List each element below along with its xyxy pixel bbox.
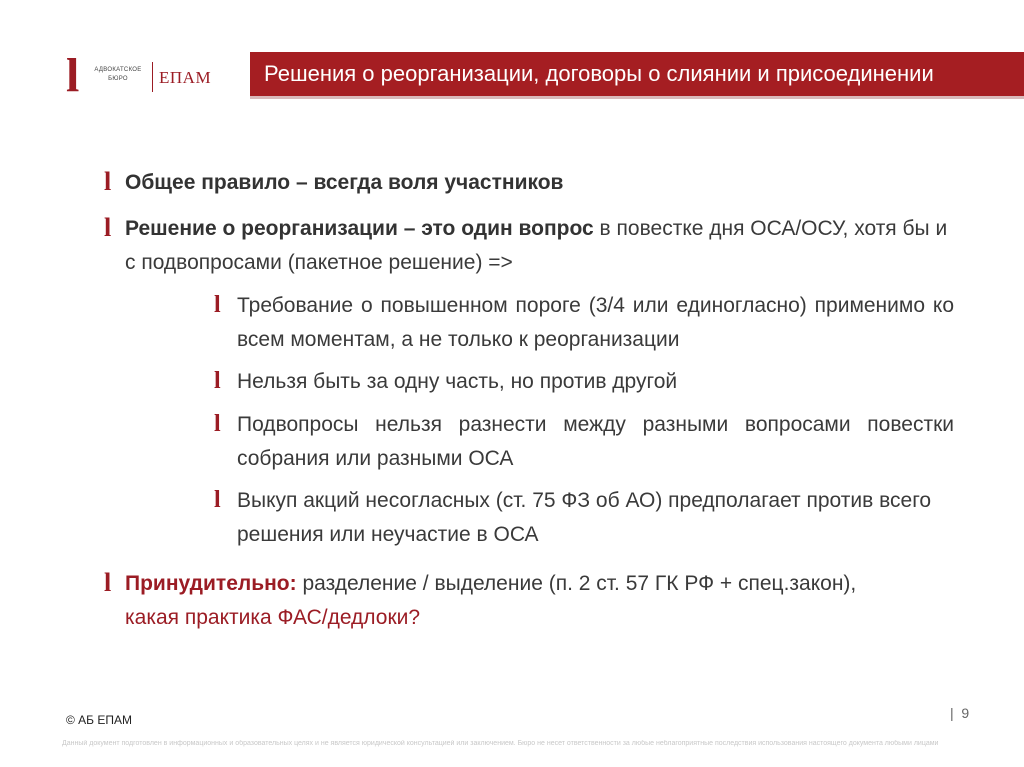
sub-list-item: Нельзя быть за одну часть, но против другой: [237, 370, 678, 393]
bullet-icon: l: [214, 368, 221, 394]
logo-caption: АДВОКАТСКОЕ БЮРО: [94, 67, 142, 82]
list-item: Решение о реорганизации – это один вопрос в повестке дня ОСА/ОСУ, хотя бы и с подвопросами (пакетное решение) =>: [125, 217, 948, 274]
bullet-icon: l: [104, 213, 112, 242]
logo-name: ЕПАМ: [159, 68, 212, 87]
list-item: Принудительно: разделение / выделение (п. 2 ст. 57 ГК РФ + спец.закон), какая практика ФАС/дедлоки?: [125, 572, 857, 629]
page-number-value: 9: [961, 705, 970, 721]
list-item: Общее правило – всегда воля участников: [125, 171, 564, 194]
sub-list-item: Подвопросы нельзя разнести между разными вопросами повестки собрания или разными ОСА: [237, 413, 954, 470]
slide-title: Решения о реорганизации, договоры о слиянии и присоединении: [264, 61, 934, 86]
bullet-icon: l: [104, 568, 112, 597]
sub-list-item: Выкуп акций несогласных (ст. 75 ФЗ об АО) предполагает против всего решения или неучастие в ОСА: [237, 489, 932, 546]
logo-mark-icon: l: [66, 49, 80, 102]
bullet-icon: l: [214, 292, 221, 318]
page-number: [950, 705, 969, 721]
bullet-icon: l: [214, 487, 221, 513]
page-separator: |: [950, 705, 954, 721]
bullet-icon: l: [104, 167, 112, 196]
bullet-icon: l: [214, 411, 221, 437]
disclaimer: Данный документ подготовлен в информационных и образовательных целях и не является юридической консультацией или заключением. Бюро не несет ответственности за любые неблагоприятные последствия использования настоящего документа любыми лицами: [62, 740, 939, 747]
sub-list-item: Требование о повышенном пороге (3/4 или единогласно) применимо ко всем моментам, а не только к реорганизации: [237, 294, 954, 351]
copyright: © АБ ЕПАМ: [66, 713, 133, 727]
